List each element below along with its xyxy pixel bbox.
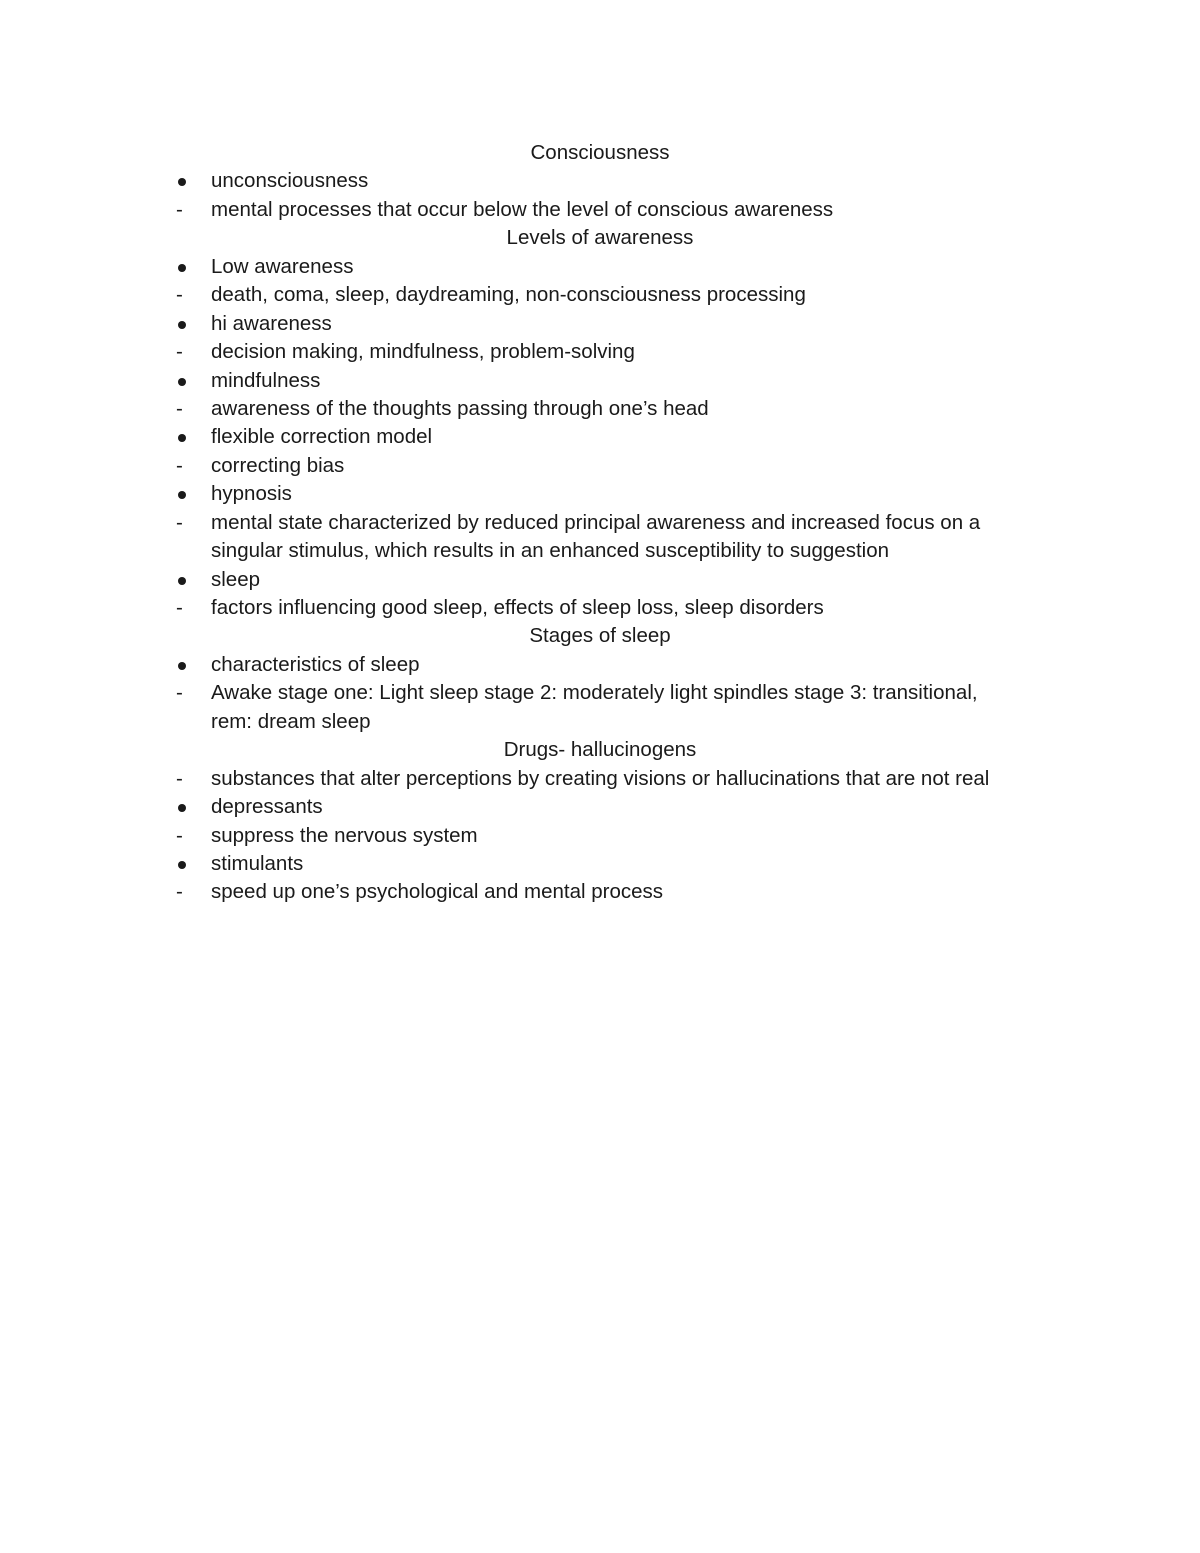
- line-text: speed up one’s psychological and mental process: [211, 880, 664, 904]
- line-text: Awake stage one: Light sleep stage 2: moderately light spindles stage 3: transitional,: [211, 681, 978, 705]
- line-text: unconsciousness: [211, 169, 369, 193]
- bullet-item: [0, 651, 1200, 679]
- dash-marker: -: [176, 396, 183, 420]
- dash-marker: -: [176, 197, 183, 221]
- bullet-item: [0, 566, 1200, 594]
- dash-item: [0, 395, 1200, 423]
- line-text: rem: dream sleep: [211, 709, 371, 733]
- line-text: correcting bias: [211, 453, 345, 477]
- dash-marker: -: [176, 510, 183, 534]
- dash-item: [0, 594, 1200, 622]
- dash-marker: -: [176, 283, 183, 307]
- section-heading: Consciousness: [530, 141, 670, 164]
- dash-marker: -: [176, 453, 183, 477]
- dash-item: [0, 281, 1200, 309]
- dash-item: [0, 196, 1200, 224]
- bullet-item: [0, 793, 1200, 821]
- line-text: mental state characterized by reduced principal awareness and increased focus on a: [211, 510, 981, 534]
- bullet-item: [0, 310, 1200, 338]
- line-text: suppress the nervous system: [211, 823, 478, 847]
- bullet-item: [0, 253, 1200, 281]
- dash-item: [0, 878, 1200, 906]
- dash-marker: -: [176, 880, 183, 904]
- bullet-icon: [176, 850, 196, 878]
- line-text: flexible correction model: [211, 425, 433, 449]
- dash-marker: -: [176, 596, 183, 619]
- line-text: Low awareness: [211, 254, 354, 278]
- bullet-icon: [176, 367, 196, 395]
- line-text: substances that alter perceptions by creating visions or hallucinations that are not real: [211, 766, 990, 790]
- bullet-icon: [176, 480, 196, 508]
- line-text: hi awareness: [211, 311, 332, 335]
- dash-marker: -: [176, 766, 183, 790]
- bullet-item: [0, 480, 1200, 508]
- line-text: factors influencing good sleep, effects of sleep loss, sleep disorders: [211, 596, 824, 619]
- dash-item: [0, 509, 1200, 537]
- continuation-line: [0, 708, 1200, 736]
- dash-item: [0, 822, 1200, 850]
- line-text: death, coma, sleep, daydreaming, non-consciousness processing: [211, 283, 806, 307]
- line-text: singular stimulus, which results in an enhanced susceptibility to suggestion: [211, 539, 890, 563]
- bullet-icon: [176, 423, 196, 451]
- dash-item: [0, 765, 1200, 793]
- section-heading: Stages of sleep: [529, 624, 671, 648]
- bullet-item: [0, 367, 1200, 395]
- section-heading: Levels of awareness: [506, 226, 694, 250]
- bullet-item: [0, 423, 1200, 451]
- dash-item: [0, 338, 1200, 366]
- line-text: mindfulness: [211, 368, 321, 392]
- line-text: mental processes that occur below the level of conscious awareness: [211, 197, 834, 221]
- line-text: stimulants: [211, 851, 304, 875]
- section-heading: Drugs- hallucinogens: [503, 738, 697, 762]
- bullet-icon: [176, 253, 196, 281]
- line-text: characteristics of sleep: [211, 652, 420, 676]
- bullet-icon: [176, 566, 196, 594]
- continuation-line: [0, 537, 1200, 565]
- document-page: [0, 139, 1200, 907]
- bullet-item: [0, 167, 1200, 195]
- line-text: depressants: [211, 795, 323, 819]
- dash-marker: -: [176, 823, 183, 847]
- line-text: decision making, mindfulness, problem-solving: [211, 340, 635, 364]
- line-text: awareness of the thoughts passing through one’s head: [211, 396, 709, 420]
- line-text: hypnosis: [211, 482, 292, 506]
- bullet-icon: [176, 651, 196, 679]
- dash-marker: -: [176, 340, 183, 364]
- bullet-item: [0, 850, 1200, 878]
- bullet-icon: [176, 793, 196, 821]
- dash-marker: -: [176, 681, 183, 705]
- bullet-icon: [176, 310, 196, 338]
- dash-item: [0, 679, 1200, 707]
- line-text: sleep: [211, 567, 261, 591]
- bullet-icon: [176, 167, 196, 195]
- dash-item: [0, 452, 1200, 480]
